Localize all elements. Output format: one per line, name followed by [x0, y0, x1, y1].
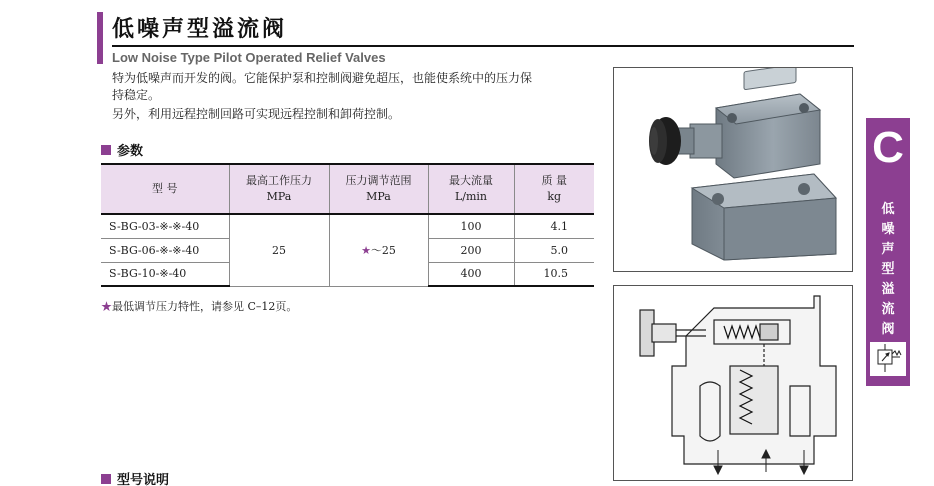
pressure-range-cell: ★～25: [329, 214, 428, 286]
table-row: [101, 214, 594, 238]
params-table: [101, 163, 594, 287]
heading-square-icon: [101, 474, 111, 484]
sectional-diagram: [613, 285, 853, 481]
heading-square-icon: [101, 145, 111, 155]
model-heading: [101, 469, 169, 486]
description-line-2: 持稳定。: [112, 88, 161, 102]
flow-cell: 400: [428, 262, 514, 286]
params-heading-label: 参数: [117, 144, 144, 159]
model-cell: S-BG-10-※-40: [101, 262, 229, 286]
relief-valve-photo-icon: [614, 68, 852, 271]
section-side-tab: [866, 118, 910, 386]
description-line-1: 特为低噪声而开发的阀。它能保护泵和控制阀避免超压，也能使系统中的压力保: [112, 71, 533, 85]
flow-cell: 200: [428, 238, 514, 262]
col-header-max-pressure: 最高工作压力 MPa: [229, 164, 329, 214]
mass-cell: 10.5: [514, 262, 594, 286]
model-heading-label: 型号说明: [117, 473, 170, 486]
star-icon: ★: [101, 300, 112, 313]
page-subtitle: Low Noise Type Pilot Operated Relief Valves: [112, 50, 386, 65]
star-icon: ★: [361, 244, 371, 258]
valve-cross-section-icon: [614, 286, 852, 480]
model-cell: S-BG-03-※-※-40: [101, 214, 229, 238]
params-heading: [101, 140, 143, 159]
col-header-model: 型 号: [101, 164, 229, 214]
mass-cell: 5.0: [514, 238, 594, 262]
section-letter: C: [872, 123, 904, 172]
params-table-header: [101, 164, 594, 214]
description-line-3: 另外，利用远程控制回路可实现远程控制和卸荷控制。: [112, 107, 401, 121]
product-photo: [613, 67, 853, 272]
title-accent-bar: [97, 12, 103, 64]
flow-cell: 100: [428, 214, 514, 238]
side-tab-vertical-title: 低 噪 声 型 溢 流 阀: [881, 202, 895, 337]
mass-cell: 4.1: [514, 214, 594, 238]
col-header-max-flow: 最大流量 L/min: [428, 164, 514, 214]
page-title: 低噪声型溢流阀: [112, 17, 288, 42]
col-header-pressure-range: 压力调节范围 MPa: [329, 164, 428, 214]
table-footnote: ★最低调节压力特性，请参见 C–12页。: [101, 300, 298, 313]
title-divider: [112, 45, 854, 47]
model-cell: S-BG-06-※-※-40: [101, 238, 229, 262]
max-pressure-cell: 25: [229, 214, 329, 286]
relief-valve-symbol-icon: [870, 342, 906, 376]
col-header-mass: 质 量 kg: [514, 164, 594, 214]
